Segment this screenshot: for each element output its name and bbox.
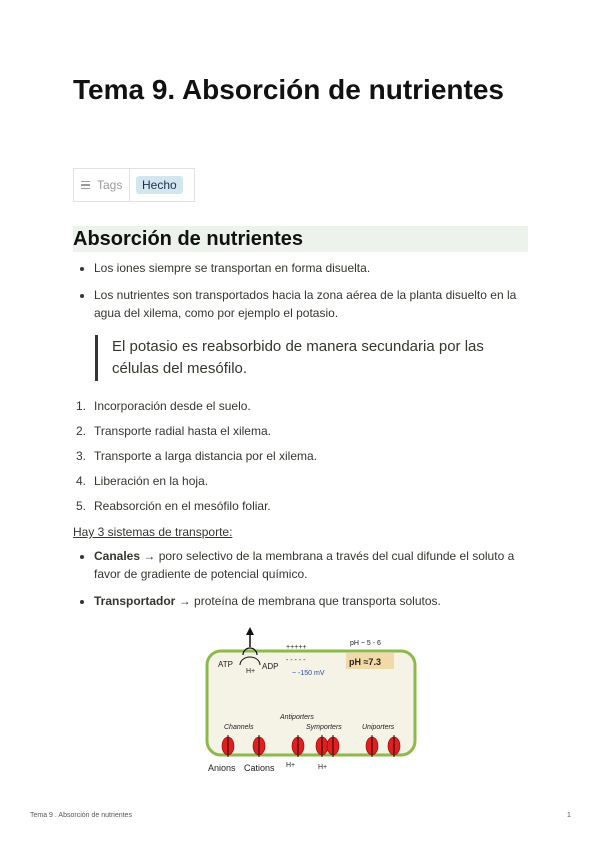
tag-badge: Hecho [136, 176, 183, 194]
bullet-text: Los iones siempre se transportan en forma disuelta. [94, 261, 371, 275]
list-number: 4. [76, 474, 87, 488]
transport-figure [200, 625, 420, 781]
section-heading: Absorción de nutrientes [73, 226, 528, 252]
bullet-text-cont: favor de gradiente de potencial químico. [94, 567, 308, 581]
hplus-label: H+ [246, 668, 256, 675]
definition: proteína de membrana que transporta solutos. [190, 594, 441, 608]
bullet-dot [80, 267, 84, 271]
list-number: 2. [76, 424, 87, 438]
list-number: 1. [76, 399, 87, 413]
list-number: 5. [76, 499, 87, 513]
ph-inside: pH ≈7.3 [349, 657, 381, 667]
uniporters-label: Uniporters [362, 724, 395, 731]
channels-label: Channels [224, 724, 254, 731]
definition: poro selectivo de la membrana a través del cual difunde el soluto a [155, 549, 515, 563]
ph-outside: pH ~ 5 - 6 [350, 640, 381, 647]
arrow: → [143, 549, 156, 563]
quote-bar [95, 335, 98, 381]
term: Canales [94, 549, 141, 563]
tags-property[interactable] [74, 169, 130, 201]
properties-row [73, 168, 195, 202]
list-number: 3. [76, 449, 87, 463]
plus-charges: +++++ [286, 644, 307, 651]
page-title: Tema 9. Absorción de nutrientes [73, 74, 504, 105]
adp-label: ADP [262, 662, 279, 671]
hplus-label: H+ [286, 762, 296, 769]
list-item: Transporte radial hasta el xilema. [94, 424, 271, 438]
tags-label: Tags [97, 178, 123, 192]
bullet-text: Los nutrientes son transportados hacia la zona aérea de la planta disuelto en la [94, 288, 517, 302]
page-number: 1 [567, 812, 571, 819]
bullet-dot [80, 600, 84, 604]
bullet-text-cont: agua del xilema, como por ejemplo el potasio. [94, 306, 339, 320]
list-item: Reabsorción en el mesófilo foliar. [94, 499, 271, 513]
bullet-text [94, 547, 514, 565]
exit-arrow-head [246, 627, 254, 635]
symporters-label: Symporters [306, 724, 342, 731]
list-icon [81, 181, 92, 189]
arrow: → [178, 594, 191, 608]
quote-line: células del mesófilo. [112, 360, 248, 377]
anions-label: Anions [208, 763, 236, 773]
list-item: Incorporación desde el suelo. [94, 399, 251, 413]
hplus-label: H+ [318, 764, 328, 771]
list-item: Liberación en la hoja. [94, 474, 209, 488]
antiporters-label: Antiporters [280, 714, 314, 721]
term: Transportador [94, 594, 176, 608]
list-item: Transporte a larga distancia por el xilema. [94, 449, 317, 463]
quote-line: El potasio es reabsorbido de manera secundaria por las [112, 338, 484, 355]
bullet-text [94, 592, 441, 610]
systems-intro: Hay 3 sistemas de transporte: [73, 525, 233, 539]
quote-text [112, 336, 512, 380]
bullet-dot [80, 555, 84, 559]
bullet-dot [80, 294, 84, 298]
tags-value[interactable] [130, 169, 194, 201]
cations-label: Cations [244, 763, 275, 773]
voltage-label: ~ -150 mV [292, 670, 325, 677]
footer-title: Tema 9 . Absorción de nutrientes [30, 812, 132, 819]
minus-charges: - - - - - [286, 657, 306, 664]
atp-label: ATP [218, 660, 233, 669]
